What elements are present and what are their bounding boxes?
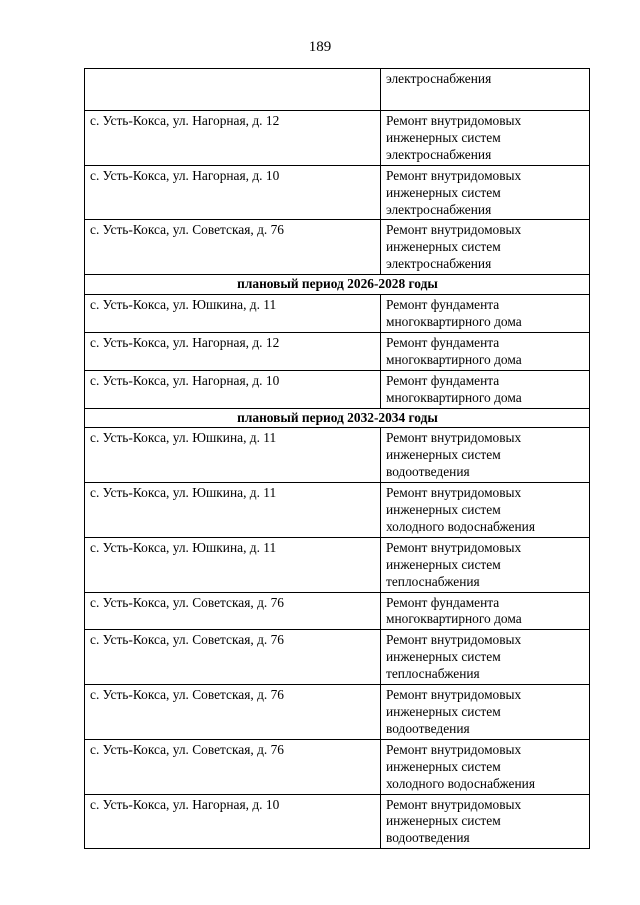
table-row — [85, 165, 590, 220]
table-row — [85, 794, 590, 849]
table-row — [85, 428, 590, 483]
table-row — [85, 111, 590, 166]
work-cell: Ремонт фундамента многоквартирного дома — [381, 332, 590, 370]
section-heading-row — [85, 275, 590, 295]
address-cell: с. Усть-Кокса, ул. Нагорная, д. 10 — [85, 370, 381, 408]
table-row — [85, 739, 590, 794]
work-cell: Ремонт внутридомовых инженерных систем электроснабжения — [381, 165, 590, 220]
address-cell: с. Усть-Кокса, ул. Нагорная, д. 10 — [85, 165, 381, 220]
work-cell: Ремонт внутридомовых инженерных систем водоотведения — [381, 685, 590, 740]
address-cell: с. Усть-Кокса, ул. Советская, д. 76 — [85, 592, 381, 630]
repair-schedule-table — [84, 68, 590, 849]
address-cell: с. Усть-Кокса, ул. Юшкина, д. 11 — [85, 428, 381, 483]
table-row — [85, 537, 590, 592]
section-heading: плановый период 2032-2034 годы — [85, 408, 590, 428]
address-cell: с. Усть-Кокса, ул. Советская, д. 76 — [85, 739, 381, 794]
address-cell: с. Усть-Кокса, ул. Юшкина, д. 11 — [85, 295, 381, 333]
address-cell: с. Усть-Кокса, ул. Советская, д. 76 — [85, 685, 381, 740]
address-cell — [85, 69, 381, 111]
work-cell: Ремонт внутридомовых инженерных систем электроснабжения — [381, 111, 590, 166]
address-cell: с. Усть-Кокса, ул. Нагорная, д. 10 — [85, 794, 381, 849]
address-cell: с. Усть-Кокса, ул. Советская, д. 76 — [85, 220, 381, 275]
work-cell: Ремонт фундамента многоквартирного дома — [381, 592, 590, 630]
work-cell: Ремонт внутридомовых инженерных систем холодного водоснабжения — [381, 739, 590, 794]
table-row — [85, 370, 590, 408]
work-cell: электроснабжения — [381, 69, 590, 111]
work-cell: Ремонт внутридомовых инженерных систем водоотведения — [381, 428, 590, 483]
address-cell: с. Усть-Кокса, ул. Юшкина, д. 11 — [85, 537, 381, 592]
work-cell: Ремонт внутридомовых инженерных систем холодного водоснабжения — [381, 483, 590, 538]
work-cell: Ремонт фундамента многоквартирного дома — [381, 370, 590, 408]
work-cell: Ремонт внутридомовых инженерных систем теплоснабжения — [381, 630, 590, 685]
table-row-continuation — [85, 69, 590, 111]
page-number: 189 — [308, 39, 332, 55]
table-row — [85, 332, 590, 370]
address-cell: с. Усть-Кокса, ул. Советская, д. 76 — [85, 630, 381, 685]
section-heading-row — [85, 408, 590, 428]
table-row — [85, 483, 590, 538]
table-row — [85, 295, 590, 333]
table-body — [85, 69, 590, 849]
work-cell: Ремонт фундамента многоквартирного дома — [381, 295, 590, 333]
address-cell: с. Усть-Кокса, ул. Нагорная, д. 12 — [85, 111, 381, 166]
work-cell: Ремонт внутридомовых инженерных систем водоотведения — [381, 794, 590, 849]
table-row — [85, 592, 590, 630]
table-row — [85, 220, 590, 275]
work-cell: Ремонт внутридомовых инженерных систем теплоснабжения — [381, 537, 590, 592]
address-cell: с. Усть-Кокса, ул. Юшкина, д. 11 — [85, 483, 381, 538]
table-row — [85, 685, 590, 740]
table-row — [85, 630, 590, 685]
section-heading: плановый период 2026-2028 годы — [85, 275, 590, 295]
work-cell: Ремонт внутридомовых инженерных систем электроснабжения — [381, 220, 590, 275]
address-cell: с. Усть-Кокса, ул. Нагорная, д. 12 — [85, 332, 381, 370]
